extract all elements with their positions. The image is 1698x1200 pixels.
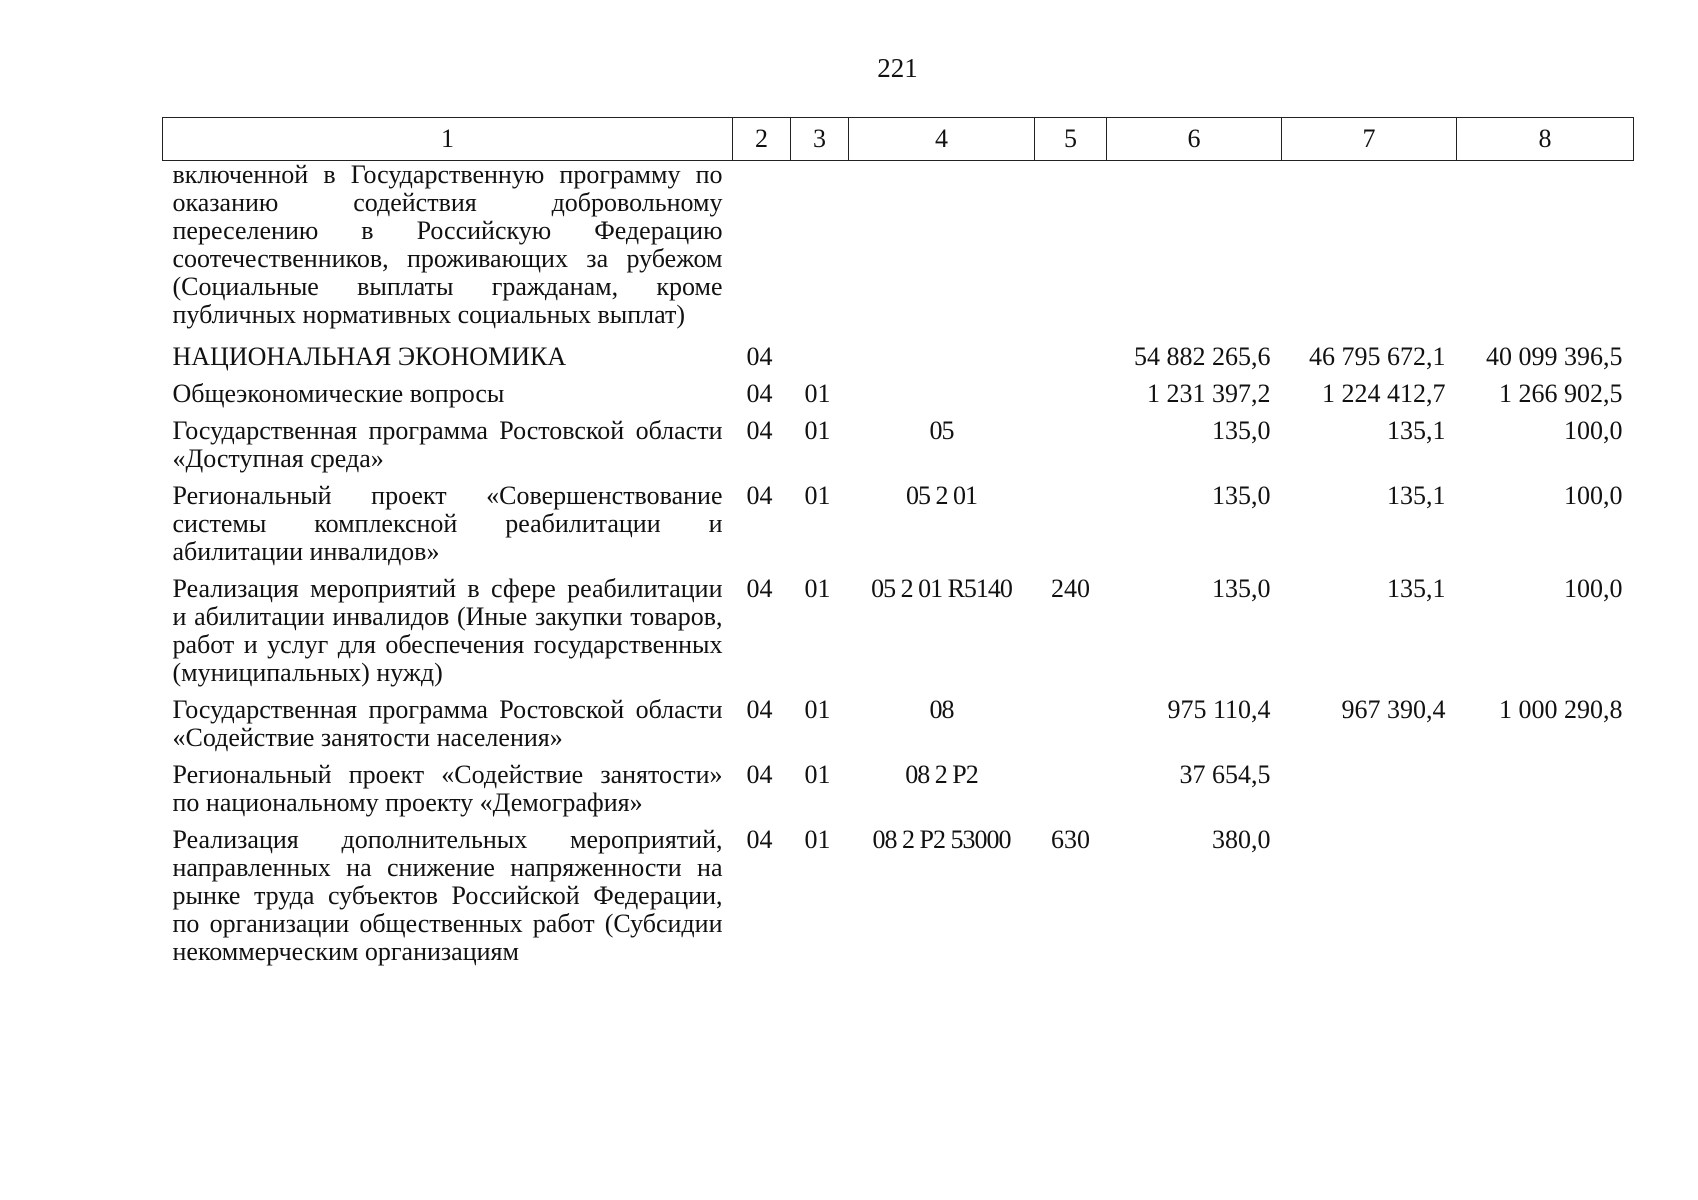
row-subsection-code xyxy=(791,161,849,344)
table-row xyxy=(163,417,1634,482)
row-section-code: 04 xyxy=(746,379,773,408)
row-amount-year-3: 100,0 xyxy=(1564,574,1623,603)
row-section-code xyxy=(733,161,791,344)
row-amount-year-1: 380,0 xyxy=(1212,825,1271,854)
row-amount-year-3 xyxy=(1457,761,1634,826)
row-subsection-code: 01 xyxy=(804,481,831,510)
row-amount-year-1: 135,0 xyxy=(1212,416,1271,445)
row-amount-year-1 xyxy=(1107,161,1282,344)
row-target-article xyxy=(849,161,1035,344)
table-row xyxy=(163,826,1634,966)
row-amount-year-2 xyxy=(1282,826,1457,966)
budget-table xyxy=(162,117,1634,966)
table-header xyxy=(163,118,1634,161)
column-header-8: 8 xyxy=(1457,118,1634,161)
row-name: Региональный проект «Совершенствование системы комплексной реабилитации и абилитации инвалидов» xyxy=(172,481,723,566)
row-expense-type xyxy=(1035,343,1107,380)
table-row xyxy=(163,380,1634,417)
row-expense-type xyxy=(1035,417,1107,482)
row-amount-year-2 xyxy=(1282,761,1457,826)
row-amount-year-1: 135,0 xyxy=(1212,574,1271,603)
row-subsection-code: 01 xyxy=(804,825,831,854)
row-amount-year-3: 100,0 xyxy=(1564,416,1623,445)
row-amount-year-2: 135,1 xyxy=(1387,481,1446,510)
row-target-article xyxy=(849,380,1035,417)
row-subsection-code: 01 xyxy=(804,760,831,789)
row-name: Государственная программа Ростовской области «Доступная среда» xyxy=(172,416,723,473)
row-amount-year-3: 40 099 396,5 xyxy=(1486,342,1623,371)
row-amount-year-3 xyxy=(1457,826,1634,966)
row-section-code: 04 xyxy=(746,695,773,724)
table-row xyxy=(163,343,1634,380)
row-amount-year-1: 135,0 xyxy=(1212,481,1271,510)
row-name: НАЦИОНАЛЬНАЯ ЭКОНОМИКА xyxy=(172,342,567,371)
table-row xyxy=(163,482,1634,575)
row-amount-year-3: 1 000 290,8 xyxy=(1499,695,1623,724)
row-subsection-code: 01 xyxy=(804,695,831,724)
column-number-row xyxy=(163,118,1634,161)
row-amount-year-1: 975 110,4 xyxy=(1167,695,1271,724)
row-target-article: 05 2 01 xyxy=(906,481,977,510)
row-subsection-code: 01 xyxy=(804,574,831,603)
table-row xyxy=(163,761,1634,826)
row-amount-year-1: 37 654,5 xyxy=(1179,760,1271,789)
row-amount-year-3: 1 266 902,5 xyxy=(1499,379,1623,408)
row-section-code: 04 xyxy=(746,574,773,603)
row-target-article: 08 2 P2 xyxy=(905,760,978,789)
row-target-article: 05 xyxy=(929,416,954,445)
row-section-code: 04 xyxy=(746,342,773,371)
row-name: Реализация дополнительных мероприятий, направленных на снижение напряженности на рынке труда субъектов Российской Федерации, по организации общественных работ (Субсидии некоммерческим организациям xyxy=(172,825,723,966)
column-header-7: 7 xyxy=(1282,118,1457,161)
row-name: Региональный проект «Содействие занятости» по национальному проекту «Демография» xyxy=(172,760,723,817)
row-name: Общеэкономические вопросы xyxy=(172,379,505,408)
table-row xyxy=(163,696,1634,761)
row-subsection-code: 01 xyxy=(804,416,831,445)
row-section-code: 04 xyxy=(746,416,773,445)
row-amount-year-2: 135,1 xyxy=(1387,574,1446,603)
row-expense-type xyxy=(1035,380,1107,417)
row-subsection-code: 01 xyxy=(804,379,831,408)
row-amount-year-2: 1 224 412,7 xyxy=(1322,379,1446,408)
row-subsection-code xyxy=(791,343,849,380)
column-header-1: 1 xyxy=(163,118,733,161)
row-name: включенной в Государственную программу по оказанию содействия добровольному переселению в Российскую Федерацию соотечественников, проживающих за рубежом (Социальные выплаты гражданам, кроме публичных нормативных социальных выплат) xyxy=(172,160,723,329)
row-amount-year-3 xyxy=(1457,161,1634,344)
row-target-article: 08 2 P2 53000 xyxy=(872,825,1011,854)
row-expense-type: 630 xyxy=(1051,825,1090,854)
column-header-2: 2 xyxy=(733,118,791,161)
table-row xyxy=(163,161,1634,344)
page-number: 221 xyxy=(877,53,918,83)
column-header-3: 3 xyxy=(791,118,849,161)
row-amount-year-2 xyxy=(1282,161,1457,344)
column-header-4: 4 xyxy=(849,118,1035,161)
row-amount-year-2: 135,1 xyxy=(1387,416,1446,445)
table-row xyxy=(163,575,1634,696)
row-name: Реализация мероприятий в сфере реабилитации и абилитации инвалидов (Иные закупки товаров, работ и услуг для обеспечения государственных (муниципальных) нужд) xyxy=(172,574,723,687)
row-amount-year-1: 54 882 265,6 xyxy=(1134,342,1271,371)
row-name: Государственная программа Ростовской области «Содействие занятости населения» xyxy=(172,695,723,752)
row-amount-year-2: 46 795 672,1 xyxy=(1309,342,1446,371)
row-amount-year-3: 100,0 xyxy=(1564,481,1623,510)
row-expense-type: 240 xyxy=(1051,574,1090,603)
column-header-6: 6 xyxy=(1107,118,1282,161)
row-expense-type xyxy=(1035,161,1107,344)
row-section-code: 04 xyxy=(746,760,773,789)
row-target-article xyxy=(849,343,1035,380)
row-expense-type xyxy=(1035,761,1107,826)
row-expense-type xyxy=(1035,482,1107,575)
row-section-code: 04 xyxy=(746,825,773,854)
row-amount-year-2: 967 390,4 xyxy=(1341,695,1446,724)
row-target-article: 05 2 01 R5140 xyxy=(871,574,1012,603)
row-amount-year-1: 1 231 397,2 xyxy=(1147,379,1271,408)
row-expense-type xyxy=(1035,696,1107,761)
column-header-5: 5 xyxy=(1035,118,1107,161)
row-section-code: 04 xyxy=(746,481,773,510)
row-target-article: 08 xyxy=(929,695,954,724)
table-body xyxy=(163,161,1634,967)
